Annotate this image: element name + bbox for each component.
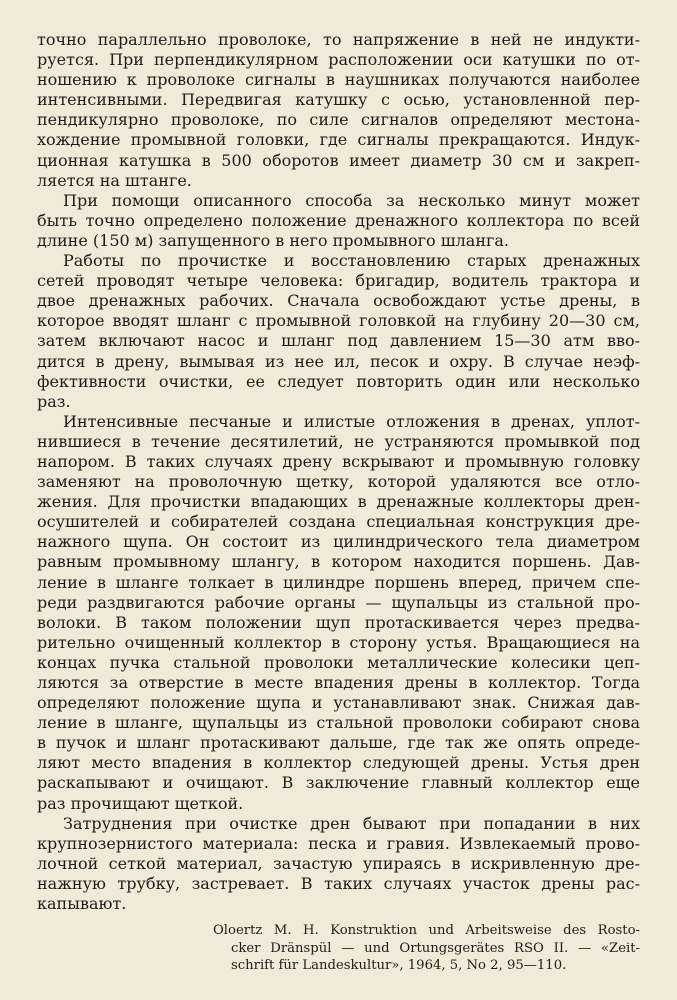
paragraph-5 <box>37 814 640 914</box>
text-line: раскапывают и очищают. В заключение главный коллектор еще <box>37 773 640 793</box>
text-line: которое вводят шланг с промывной головкой на глубину 20—30 см, <box>37 311 640 331</box>
text-line: капывают. <box>37 894 127 914</box>
text-line: крупнозернистого материала: песка и гравия. Извлекаемый прово- <box>37 833 640 853</box>
text-line: затем включают насос и шланг под давлением 15—30 атм вво- <box>37 331 640 351</box>
text-line: волоки. В таком положении щуп протаскивается через предва- <box>37 612 640 632</box>
text-line: дится в дрену, вымывая из нее ил, песок и охру. В случае неэф- <box>37 351 640 371</box>
text-line: интенсивными. Передвигая катушку с осью, установленной пер- <box>37 90 640 110</box>
text-line: двое дренажных рабочих. Сначала освобождают устье дрены, в <box>37 291 640 311</box>
text-line: Работы по прочистке и восстановлению старых дренажных <box>63 251 640 271</box>
text-line: хождение промывной головки, где сигналы прекращаются. Индук- <box>37 130 640 150</box>
text-line: ление в шланге, щупальцы из стальной проволоки собирают снова <box>37 713 640 733</box>
text-line: сетей проводят четыре человека: бригадир, водитель трактора и <box>37 271 640 291</box>
text-line: напором. В таких случаях дрену вскрывают и промывную головку <box>37 451 640 471</box>
text-line: нившиеся в течение десятилетий, не устраняются промывкой под <box>37 431 640 451</box>
paragraph-4 <box>37 412 640 814</box>
text-line: точно параллельно проволоке, то напряжение в ней не индукти- <box>37 30 640 49</box>
text-line: раз прочищают щеткой. <box>37 793 244 813</box>
paragraph-1 <box>37 30 640 191</box>
text-line: рительно очищенный коллектор в сторону устья. Вращающиеся на <box>37 632 640 652</box>
text-line: руется. При перпендикулярном расположении оси катушки по от- <box>37 50 640 70</box>
text-line: определяют положение щупа и устанавливают знак. Снижая дав- <box>37 693 640 713</box>
text-line: равным промывному шлангу, в котором находится поршень. Дав- <box>37 552 640 572</box>
text-line: фективности очистки, ее следует повторить один или несколько <box>37 371 640 391</box>
text-line: лочной сеткой материал, зачастую упираясь в искривленную дре- <box>37 853 640 873</box>
text-line: При помощи описанного способа за несколько минут может <box>63 190 640 210</box>
text-line: ционная катушка в 500 оборотов имеет диаметр 30 см и закреп- <box>37 150 640 170</box>
text-line: заменяют на проволочную щетку, которой удаляются все отло- <box>37 472 640 492</box>
paragraph-3 <box>37 251 640 412</box>
text-line: ляется на штанге. <box>37 170 192 190</box>
text-line: ляют место впадения в коллектор следующей дрены. Устья дрен <box>37 753 640 773</box>
text-line: нажного щупа. Он состоит из цилиндрического тела диаметром <box>37 532 640 552</box>
text-line: ношению к проволоке сигналы в наушниках получаются наиболее <box>37 70 640 90</box>
text-line: жения. Для прочистки впадающих в дренажные коллекторы дрен- <box>37 492 640 512</box>
text-line: ляются за отверстие в месте впадения дрены в коллектор. Тогда <box>37 673 640 692</box>
reference-line: schrift für Landeskultur», 1964, 5, No 2, 95—110. <box>231 957 567 973</box>
text-line: в пучок и шланг протаскивают дальше, где так же опять опреде- <box>37 733 640 753</box>
text-line: ление в шланге толкает в цилиндре поршень вперед, причем спе- <box>37 572 640 592</box>
text-line: осушителей и собирателей создана специальная конструкция дре- <box>37 512 640 532</box>
reference-line: Oloertz M. H. Konstruktion und Arbeitsweise des Rosto- <box>213 923 640 939</box>
text-line: длине (150 м) запущенного в него промывного шланга. <box>37 230 509 250</box>
text-line: концах пучка стальной проволоки металлические колесики цеп- <box>37 652 640 672</box>
text-line: пендикулярно проволоке, по силе сигналов определяют местона- <box>37 110 640 130</box>
reference-line: cker Dränspül — und Ortungsgerätes RSO II. — «Zeit- <box>231 940 640 956</box>
text-line: раз. <box>37 391 71 411</box>
paragraph-2 <box>37 191 640 251</box>
text-line: Затруднения при очистке дрен бывают при попадании в них <box>63 813 640 833</box>
text-line: реди раздвигаются рабочие органы — щупальцы из стальной про- <box>37 592 640 612</box>
bibliographic-reference <box>37 922 640 974</box>
text-line: Интенсивные песчаные и илистые отложения в дренах, уплот- <box>63 411 640 431</box>
text-line: нажную трубку, застревает. В таких случаях участок дрены рас- <box>37 873 640 893</box>
text-line: быть точно определено положение дренажного коллектора по всей <box>37 210 640 230</box>
